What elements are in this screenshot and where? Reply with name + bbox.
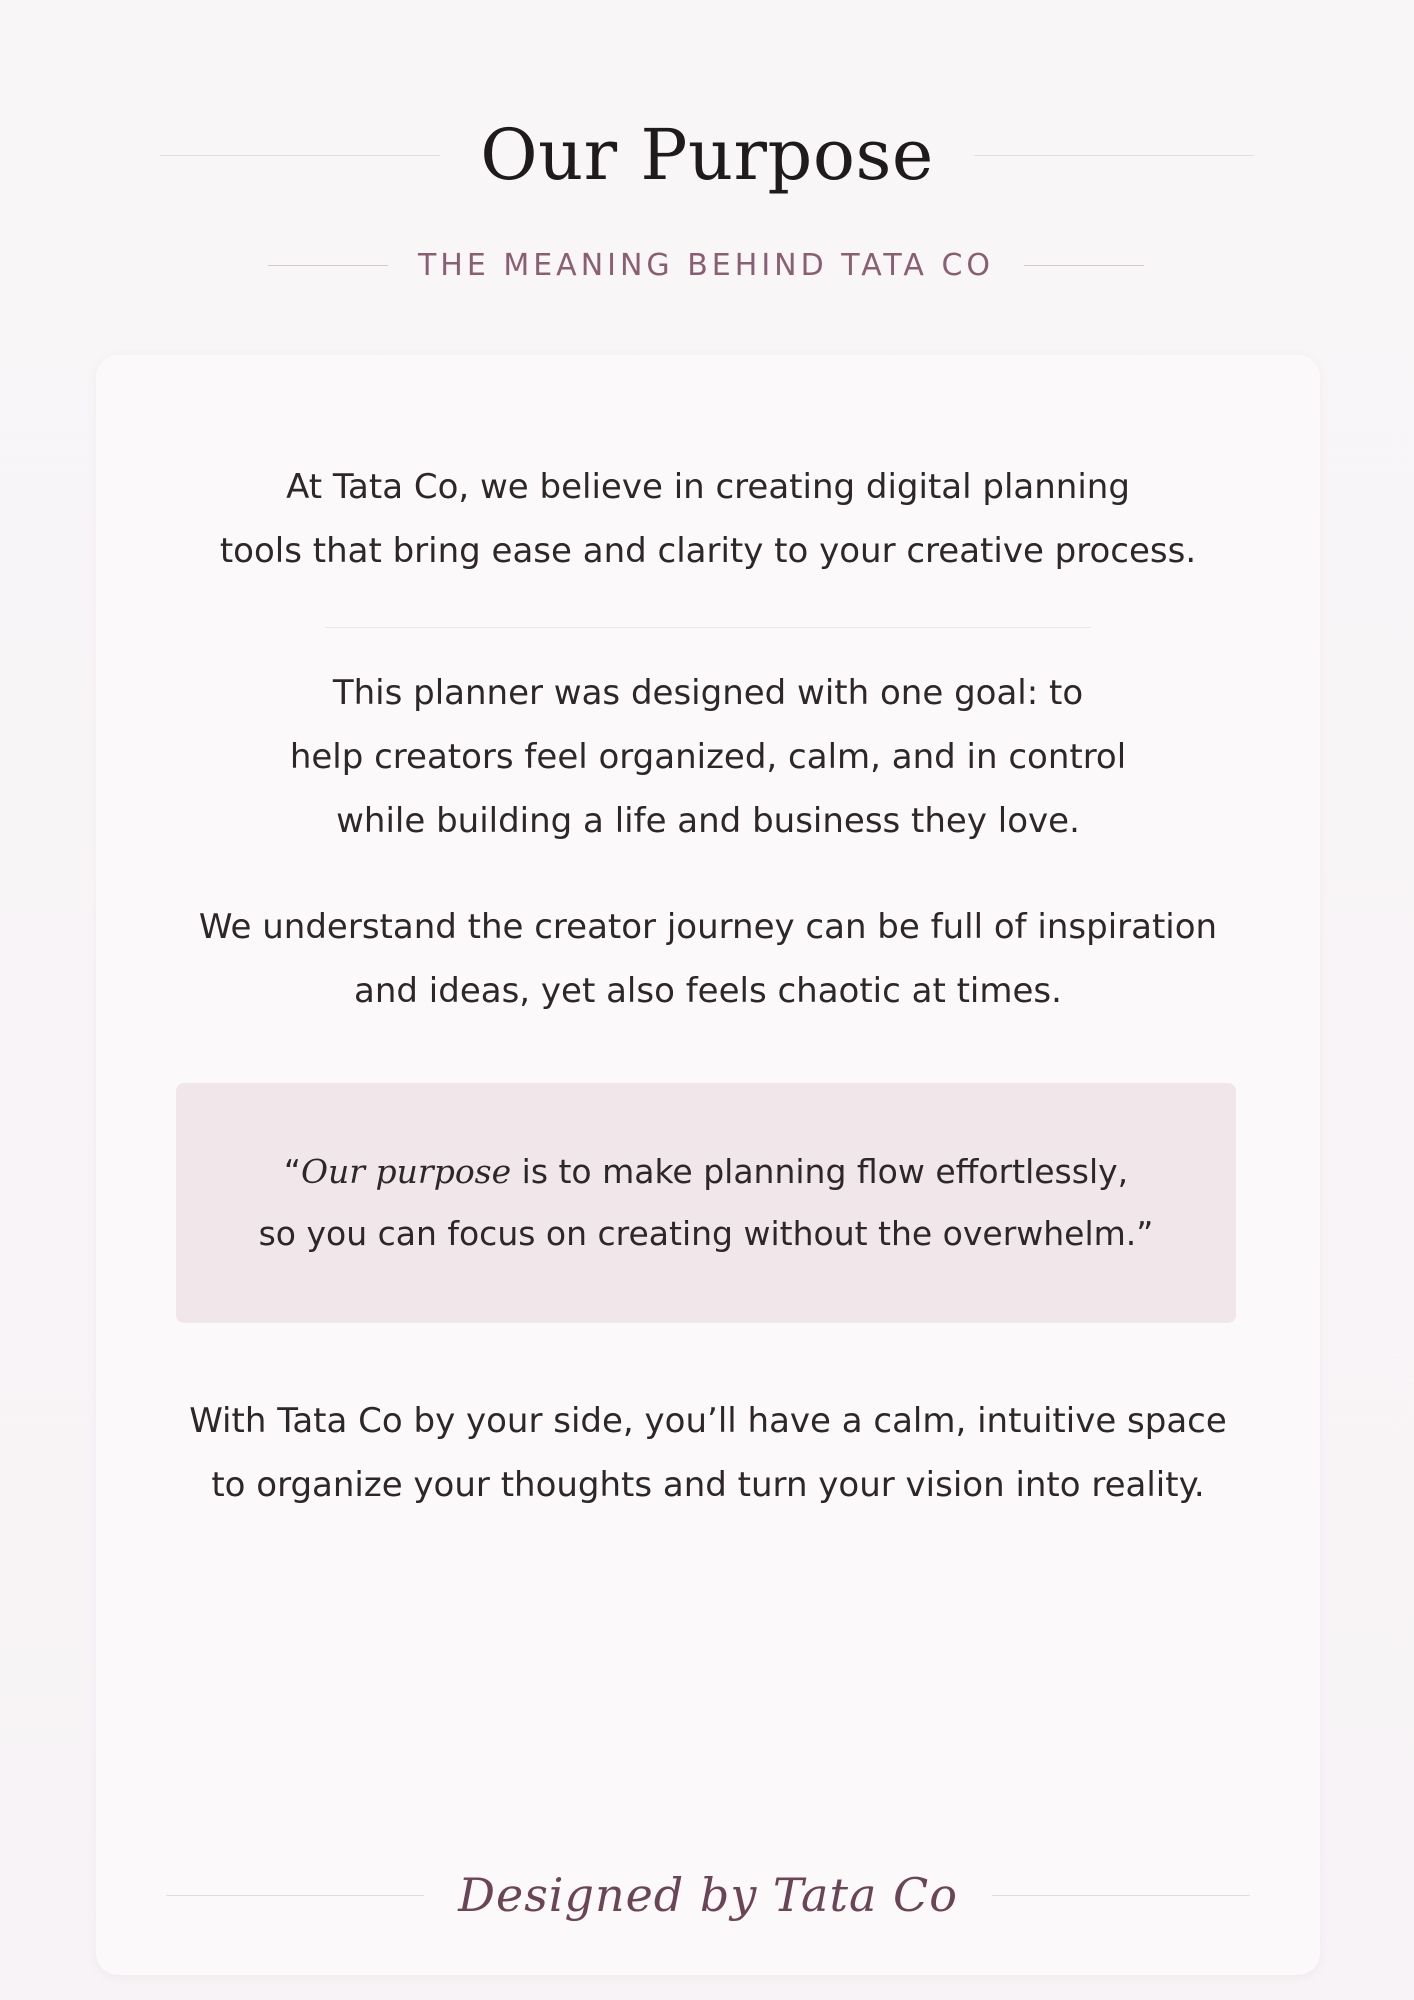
subtitle-rule-right xyxy=(1024,265,1144,266)
page-subtitle: THE MEANING BEHIND TATA CO xyxy=(417,247,995,283)
footer-row xyxy=(166,1855,1250,1935)
intro-line-1: At Tata Co, we believe in creating digital planning xyxy=(286,467,1130,507)
subtitle-row xyxy=(268,240,1144,290)
goal-line-3: while building a life and business they love. xyxy=(336,801,1080,841)
title-row xyxy=(160,100,1254,210)
quote-box xyxy=(176,1083,1236,1323)
quote-emphasis: Our purpose xyxy=(300,1152,512,1191)
quote-open-mark: “ xyxy=(283,1152,301,1191)
intro-line-2: tools that bring ease and clarity to your creative process. xyxy=(219,531,1197,571)
footer-rule-right xyxy=(992,1895,1250,1896)
journey-paragraph xyxy=(96,895,1320,1023)
content-card xyxy=(96,355,1320,1975)
goal-line-1: This planner was designed with one goal: to xyxy=(332,673,1084,713)
footer-rule-left xyxy=(166,1895,424,1896)
title-rule-left xyxy=(160,155,440,156)
title-rule-right xyxy=(974,155,1254,156)
closing-paragraph xyxy=(96,1389,1320,1517)
journey-line-2: and ideas, yet also feels chaotic at times. xyxy=(354,971,1062,1011)
quote-line-1-rest: is to make planning flow effortlessly, xyxy=(511,1152,1129,1191)
purpose-quote xyxy=(259,1141,1154,1265)
signature: Designed by Tata Co xyxy=(458,1868,958,1922)
goal-line-2: help creators feel organized, calm, and in control xyxy=(289,737,1127,777)
closing-line-2: to organize your thoughts and turn your vision into reality. xyxy=(211,1465,1205,1505)
goal-paragraph xyxy=(96,661,1320,853)
intro-paragraph xyxy=(96,455,1320,583)
section-divider xyxy=(326,627,1090,628)
closing-line-1: With Tata Co by your side, you’ll have a calm, intuitive space xyxy=(189,1401,1227,1441)
subtitle-rule-left xyxy=(268,265,388,266)
journey-line-1: We understand the creator journey can be full of inspiration xyxy=(198,907,1218,947)
page-title: Our Purpose xyxy=(480,114,934,196)
quote-line-2: so you can focus on creating without the overwhelm.” xyxy=(258,1214,1154,1253)
